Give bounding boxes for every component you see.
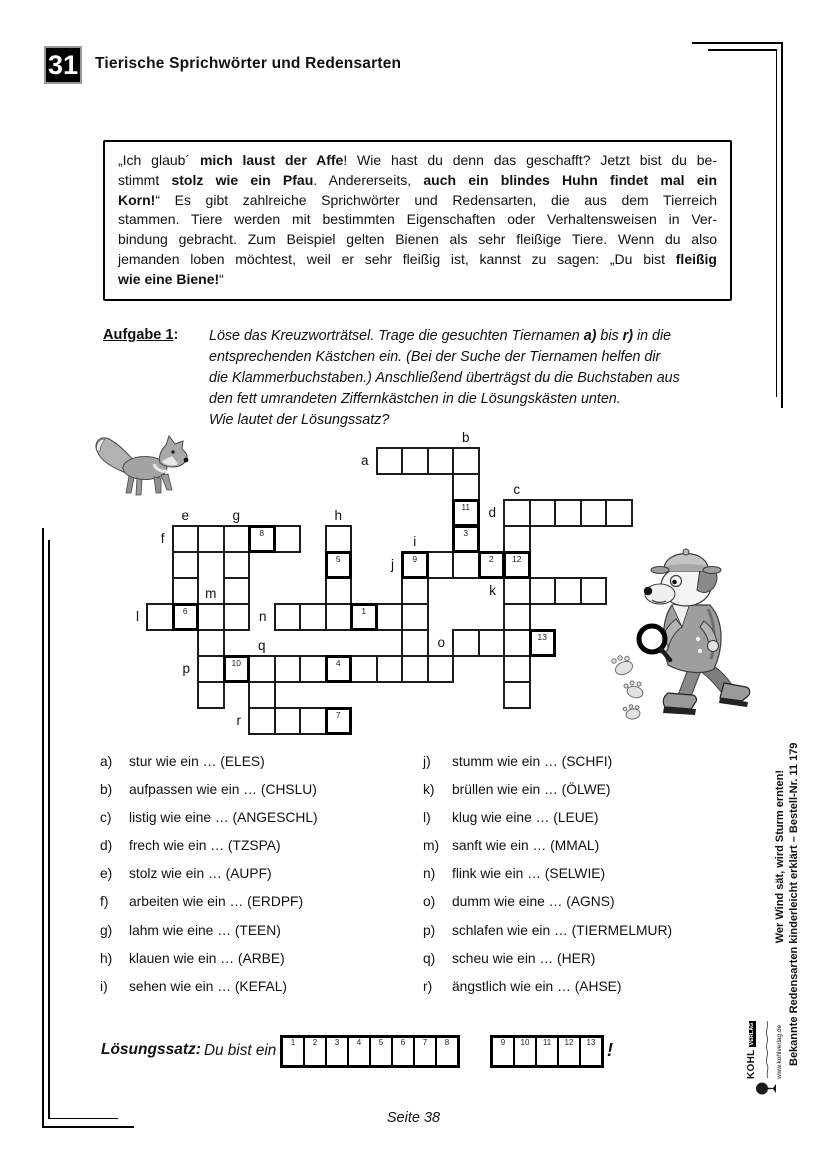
crossword-word-label-r: r — [236, 713, 241, 728]
publisher-url: www.kohlverlag.de — [776, 1024, 783, 1079]
crossword-cell[interactable] — [146, 603, 174, 631]
crossword-cell-number: 7 — [335, 710, 341, 720]
corner-mark-top-right-outer-h — [692, 42, 783, 44]
page-footer: Seite 38 — [386, 1110, 441, 1126]
crossword-word-label-l: l — [136, 609, 139, 624]
crossword-cell[interactable] — [452, 629, 480, 657]
crossword-word-label-j: j — [391, 557, 394, 572]
clue-text: sehen wie ein … (KEFAL) — [129, 978, 287, 994]
crossword-cell[interactable] — [401, 447, 429, 475]
crossword-word-label-d: d — [488, 505, 496, 520]
crossword-cell[interactable] — [401, 551, 429, 579]
crossword-cell[interactable] — [197, 655, 225, 683]
crossword-word-label-b: b — [461, 430, 470, 445]
clue-item — [100, 811, 420, 825]
crossword-cell[interactable] — [401, 577, 429, 605]
clue-item — [100, 867, 420, 881]
crossword-cell[interactable] — [325, 577, 353, 605]
solution-cell[interactable] — [413, 1038, 435, 1065]
text-line: Löse das Kreuzworträtsel. Trage die gesuchten Tiernamen a) bis r) in die — [209, 328, 672, 344]
text-line: stimmt stolz wie ein Pfau. Andererseits, auch ein blindes Huhn findet mal ein — [118, 171, 717, 188]
clue-label: n) — [423, 866, 436, 882]
crossword-word-label-i: i — [413, 534, 417, 549]
text-line: den fett umrandeten Ziffernkästchen in die Lösungskästen unten. — [209, 391, 621, 407]
crossword-cell[interactable] — [580, 577, 608, 605]
crossword-word-label-n: n — [258, 609, 267, 624]
tree-icon — [755, 1081, 777, 1096]
crossword-cell[interactable] — [503, 629, 531, 657]
crossword-cell-number: 5 — [335, 554, 341, 564]
crossword-cell[interactable] — [172, 525, 200, 553]
crossword-word-label-f: f — [160, 531, 165, 546]
clue-item — [100, 839, 420, 853]
crossword-cell[interactable] — [503, 525, 531, 553]
clue-item — [423, 924, 753, 938]
crossword-word-label-q: q — [257, 638, 266, 653]
crossword-cell-number: 10 — [231, 658, 241, 668]
clue-text: dumm wie eine … (AGNS) — [452, 894, 615, 910]
solution-cell-number: 11 — [542, 1038, 552, 1047]
intro-box — [103, 140, 732, 301]
corner-mark-bottom-left-inner-v — [48, 540, 50, 1119]
crossword-cell[interactable] — [503, 577, 531, 605]
solution-cell-number: 13 — [586, 1038, 596, 1047]
clue-item — [423, 811, 753, 825]
clue-item — [100, 783, 420, 797]
clue-label: g) — [100, 922, 113, 938]
solution-cell-number: 10 — [520, 1038, 530, 1047]
clue-item — [100, 924, 420, 938]
crossword-cell[interactable] — [299, 603, 327, 631]
crossword-cell[interactable] — [325, 525, 353, 553]
crossword-cell[interactable] — [478, 629, 506, 657]
solution-cell-number: 9 — [500, 1038, 506, 1047]
crossword-cell-number: 1 — [361, 606, 367, 616]
clue-text: klauen wie ein … (ARBE) — [129, 950, 285, 966]
sidebar-series-title: Wer Wind sät, wird Sturm ernten! — [774, 770, 786, 944]
publisher-logo — [746, 1001, 783, 1096]
text-line: entsprechenden Kästchen ein. (Bei der Suche der Tiernamen helfen dir — [209, 349, 661, 365]
clue-list-right — [423, 755, 753, 1008]
clue-label: b) — [100, 782, 113, 798]
crossword-cell[interactable] — [350, 603, 378, 631]
crossword-cell-number: 8 — [259, 528, 265, 538]
crossword-cell[interactable] — [274, 603, 302, 631]
corner-mark-top-right-inner-v — [776, 49, 778, 397]
corner-mark-top-right-outer-v — [781, 42, 783, 408]
crossword-cell[interactable] — [223, 577, 251, 605]
text-line: bindung gebracht. Zum Beispiel gelten Bienen als sehr fleißige Tiere. Wenn du also — [118, 231, 717, 248]
clue-item — [423, 839, 753, 853]
clue-label: p) — [423, 922, 436, 938]
solution-label: Lösungssatz: — [101, 1041, 201, 1058]
crossword-cell[interactable] — [401, 655, 429, 683]
crossword-cell[interactable] — [248, 707, 276, 735]
text-line: wie eine Biene!“ — [118, 270, 224, 287]
solution-cell[interactable] — [513, 1038, 535, 1065]
crossword-cell[interactable] — [325, 551, 353, 579]
fox-illustration — [92, 431, 190, 499]
clue-label: l) — [423, 810, 431, 826]
crossword-cell[interactable] — [325, 655, 353, 683]
clue-item — [423, 952, 753, 966]
clue-label: r) — [423, 978, 433, 994]
clue-label: m) — [423, 838, 440, 854]
solution-cell-number: 4 — [356, 1038, 362, 1047]
crossword-cell[interactable] — [274, 707, 302, 735]
crossword-cell[interactable] — [529, 629, 557, 657]
crossword-cell[interactable] — [376, 603, 404, 631]
crossword-cell[interactable] — [452, 525, 480, 553]
clue-item — [423, 895, 753, 909]
solution-cell-number: 3 — [334, 1038, 340, 1047]
clue-label: j) — [423, 754, 431, 769]
crossword-cell-number: 3 — [463, 528, 469, 538]
publisher-tagline-script — [765, 1019, 770, 1079]
crossword-word-label-g: g — [232, 508, 240, 523]
crossword-word-label-h: h — [334, 508, 342, 523]
text-line: Wie lautet der Lösungssatz? — [209, 412, 390, 428]
text-line: die Klammerbuchstaben.) Anschließend überträgst du die Buchstaben aus — [209, 370, 680, 386]
crossword-cell[interactable] — [427, 655, 455, 683]
crossword-cell[interactable] — [248, 681, 276, 709]
crossword-cell[interactable] — [503, 499, 531, 527]
clue-text: frech wie ein … (TZSPA) — [129, 838, 281, 854]
crossword-cell[interactable] — [248, 655, 276, 683]
publisher-sub: VERLAG — [748, 1022, 755, 1046]
clue-item — [423, 980, 753, 994]
crossword-word-label-e: e — [181, 508, 189, 523]
clue-label: e) — [100, 866, 113, 882]
crossword-cell[interactable] — [197, 525, 225, 553]
crossword-word-label-a: a — [360, 453, 369, 468]
crossword-cell[interactable] — [350, 655, 378, 683]
crossword-word-label-p: p — [182, 661, 190, 676]
publisher-name: KOHL — [746, 1049, 757, 1079]
solution-cell[interactable] — [391, 1038, 413, 1065]
crossword-cell[interactable] — [172, 551, 200, 579]
clue-item — [423, 867, 753, 881]
crossword-cell[interactable] — [325, 603, 353, 631]
crossword-word-label-o: o — [437, 635, 445, 650]
clue-item — [100, 980, 420, 994]
clue-label: f) — [100, 894, 109, 910]
crossword-cell[interactable] — [478, 551, 506, 579]
solution-cell[interactable] — [535, 1038, 557, 1065]
clue-text: scheu wie ein … (HER) — [452, 950, 596, 966]
crossword-cell[interactable] — [274, 525, 302, 553]
task-label-colon: : — [173, 327, 179, 343]
clue-text: stur wie ein … (ELES) — [129, 754, 265, 769]
crossword-cell[interactable] — [223, 655, 251, 683]
clue-label: c) — [100, 810, 112, 826]
crossword-word-label-k: k — [489, 583, 496, 598]
clue-text: arbeiten wie ein … (ERDPF) — [129, 894, 304, 910]
solution-cell[interactable] — [369, 1038, 391, 1065]
crossword-cell[interactable] — [427, 447, 455, 475]
solution-cell[interactable] — [347, 1038, 369, 1065]
crossword-cell-number: 2 — [488, 554, 494, 564]
crossword-cell[interactable] — [503, 655, 531, 683]
clue-item — [100, 895, 420, 909]
crossword-cell[interactable] — [197, 629, 225, 657]
crossword-cell[interactable] — [325, 707, 353, 735]
clue-item — [423, 755, 753, 769]
clue-label: q) — [423, 950, 436, 966]
crossword-cell[interactable] — [427, 551, 455, 579]
clue-text: listig wie eine … (ANGESCHL) — [129, 810, 318, 826]
solution-cell-number: 12 — [564, 1038, 574, 1047]
crossword-cell-number: 6 — [182, 606, 188, 616]
task-label — [103, 327, 178, 343]
crossword-cell[interactable] — [529, 499, 557, 527]
corner-mark-bottom-left-outer-h — [42, 1126, 134, 1128]
crossword-cell[interactable] — [197, 681, 225, 709]
solution-cell[interactable] — [283, 1038, 303, 1065]
crossword-cell-number: 4 — [335, 658, 341, 668]
crossword-cell[interactable] — [452, 551, 480, 579]
corner-mark-bottom-left-outer-v — [42, 528, 44, 1128]
crossword-cell[interactable] — [376, 447, 404, 475]
crossword-cell[interactable] — [529, 577, 557, 605]
crossword-cell-number: 12 — [512, 554, 522, 564]
crossword-cell[interactable] — [503, 551, 531, 579]
solution-cell[interactable] — [303, 1038, 325, 1065]
solution-cell[interactable] — [325, 1038, 347, 1065]
solution-cell[interactable] — [435, 1038, 457, 1065]
crossword-cell[interactable] — [248, 525, 276, 553]
crossword-cell[interactable] — [299, 707, 327, 735]
crossword-cell[interactable] — [172, 577, 200, 605]
solution-cell-number: 8 — [444, 1038, 450, 1047]
crossword-cell[interactable] — [452, 499, 480, 527]
clue-label: h) — [100, 950, 113, 966]
solution-cell[interactable] — [493, 1038, 513, 1065]
solution-cell[interactable] — [579, 1038, 601, 1065]
crossword-cell[interactable] — [274, 655, 302, 683]
crossword-cell-number: 9 — [412, 554, 418, 564]
clue-label: i) — [100, 978, 108, 994]
crossword-cell[interactable] — [197, 603, 225, 631]
clue-label: o) — [423, 894, 436, 910]
task-label-text: Aufgabe 1 — [103, 327, 174, 343]
solution-cell-number: 7 — [422, 1038, 428, 1047]
text-line: stammen. Tiere werden mit bestimmten Eigenschaften oder Verhaltensweisen in Ver- — [118, 211, 717, 228]
clue-text: schlafen wie ein … (TIERMELMUR) — [452, 922, 673, 938]
clue-item — [100, 755, 420, 769]
clue-text: lahm wie eine … (TEEN) — [129, 922, 281, 938]
paw-prints — [540, 650, 650, 730]
clue-list-left — [100, 755, 420, 1008]
task-instructions — [209, 326, 749, 431]
solution-box-group-2 — [490, 1035, 604, 1068]
crossword-word-label-m: m — [205, 586, 217, 601]
clue-label: k) — [423, 782, 435, 798]
solution-suffix: ! — [607, 1040, 613, 1060]
clue-text: brüllen wie ein … (ÖLWE) — [452, 782, 611, 798]
text-line: Korn!“ Es gibt zahlreiche Sprichwörter und Redensarten, die aus dem Tierreich — [118, 191, 717, 208]
text-line: „Ich glaub´ mich laust der Affe! Wie hast du denn das geschafft? Jetzt bist du be- — [118, 152, 718, 168]
crossword-cell[interactable] — [172, 603, 200, 631]
crossword-cell[interactable] — [299, 655, 327, 683]
solution-box-group-1 — [280, 1035, 460, 1068]
crossword-cell[interactable] — [452, 447, 480, 475]
text-line: jemanden loben möchtest, weil er sehr fleißig ist, kannst zu sagen: „Du bist fleißig — [118, 250, 717, 267]
crossword-cell-number: 13 — [537, 632, 547, 642]
page-title: Tierische Sprichwörter und Redensarten — [95, 55, 402, 72]
clue-text: aufpassen wie ein … (CHSLU) — [129, 782, 317, 798]
corner-mark-top-right-inner-h — [708, 49, 777, 51]
solution-cell-number: 2 — [312, 1038, 318, 1047]
clue-text: stumm wie ein … (SCHFI) — [452, 754, 613, 769]
solution-cell-number: 1 — [290, 1038, 296, 1047]
solution-cell-number: 5 — [378, 1038, 384, 1047]
crossword-cell[interactable] — [580, 499, 608, 527]
solution-cell[interactable] — [557, 1038, 579, 1065]
clue-label: d) — [100, 838, 113, 854]
clue-text: sanft wie ein … (MMAL) — [452, 838, 600, 854]
crossword-cell[interactable] — [223, 551, 251, 579]
clue-text: flink wie ein … (SELWIE) — [452, 866, 606, 882]
crossword-cell[interactable] — [503, 681, 531, 709]
crossword-cell[interactable] — [605, 499, 633, 527]
crossword-cell[interactable] — [376, 655, 404, 683]
crossword-cell[interactable] — [223, 525, 251, 553]
crossword-cell-number: 11 — [461, 502, 471, 512]
clue-item — [423, 783, 753, 797]
sidebar-subtitle: Bekannte Redensarten kinderleicht erklärt – Bestell-Nr. 11 179 — [787, 742, 800, 1066]
crossword-cell[interactable] — [554, 577, 582, 605]
crossword-word-label-c: c — [513, 482, 521, 497]
crossword-cell[interactable] — [554, 499, 582, 527]
clue-text: klug wie eine … (LEUE) — [452, 810, 599, 826]
clue-text: stolz wie ein … (AUPF) — [129, 866, 272, 882]
lesson-number-badge: 31 — [44, 46, 82, 84]
solution-prefix: Du bist ein — [204, 1042, 277, 1059]
crossword-cell[interactable] — [452, 473, 480, 501]
clue-text: ängstlich wie ein … (AHSE) — [452, 978, 622, 994]
clue-item — [100, 952, 420, 966]
crossword-cell[interactable] — [401, 603, 429, 631]
crossword-cell[interactable] — [503, 603, 531, 631]
clue-label: a) — [100, 754, 113, 769]
solution-cell-number: 6 — [400, 1038, 406, 1047]
